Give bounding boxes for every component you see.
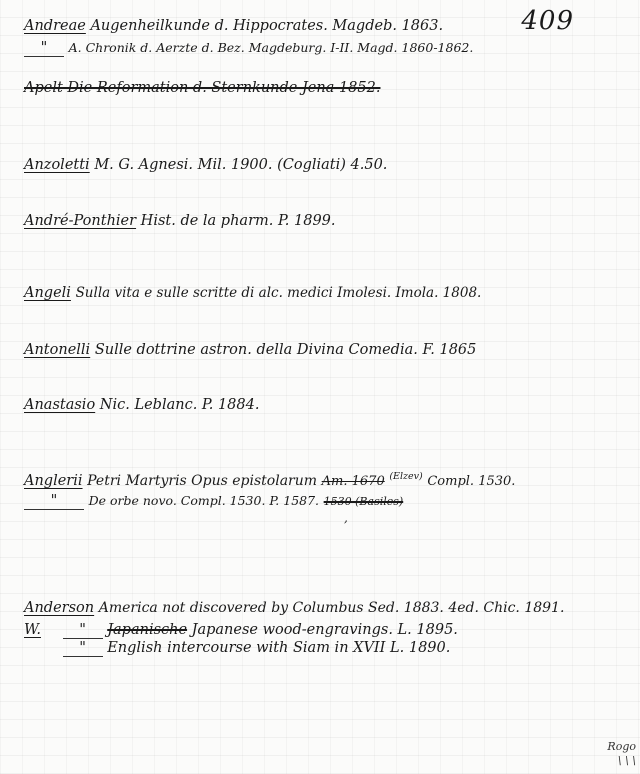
entry-head: Anzoletti — [24, 157, 90, 173]
entry-text: America not discovered by Columbus Sed. 1883. 4ed. Chic. 1891. — [98, 600, 565, 616]
entry-prefix: W. — [24, 622, 41, 638]
entry-andreae — [24, 18, 443, 34]
entry-head: Anastasio — [24, 397, 96, 413]
entry-head: Anderson — [24, 600, 95, 616]
entry-text: A. Chronik d. Aerzte d. Bez. Magdeburg. I-II. Magd. 1860-1862. — [68, 40, 474, 55]
margin-note: Rogo \ \ \ — [607, 740, 636, 767]
ditto-mark: " — [63, 622, 103, 639]
entry-anzoletti — [24, 157, 387, 173]
entry-text: Japanese wood-engravings. L. 1895. — [191, 622, 458, 638]
entry-text: De orbe novo. Compl. 1530. P. 1587. — [88, 493, 320, 508]
stray-mark: , — [344, 511, 348, 525]
entry-anderson-ditto — [24, 640, 450, 657]
entry-text: English intercourse with Siam in XVII L. 1890. — [107, 640, 451, 656]
entry-text: Hist. de la pharm. P. 1899. — [140, 213, 336, 229]
entry-angeli — [24, 285, 481, 301]
entry-head: Anglerii — [24, 472, 83, 489]
entry-anderson — [24, 600, 564, 616]
annotation-note: (Elzev) — [389, 471, 423, 482]
entry-anglerii-ditto — [24, 493, 403, 510]
entry-head: Andreae — [24, 18, 86, 34]
entry-text: Augenheilkunde d. Hippocrates. Magdeb. 1863. — [90, 18, 444, 34]
entry-text: M. G. Agnesi. Mil. 1900. (Cogliati) 4.50. — [94, 157, 388, 173]
entry-andreae-ditto — [24, 40, 473, 57]
entry-anderson-w — [24, 622, 458, 639]
ditto-mark: " — [24, 493, 84, 510]
entry-head: André-Ponthier — [24, 213, 137, 229]
entry-anastasio — [24, 397, 259, 413]
struck-entry: Apelt Die Reformation d. Sternkunde Jena 1852. — [24, 80, 381, 96]
entry-anglerii — [24, 471, 515, 489]
entry-text: Sulle dottrine astron. della Divina Comedia. F. 1865 — [94, 342, 477, 358]
entry-head: Antonelli — [24, 342, 91, 358]
entry-apelt-struck — [24, 80, 380, 96]
entry-head: Angeli — [24, 285, 71, 301]
entry-text: Petri Martyris Opus epistolarum — [87, 472, 318, 489]
entry-andre-ponthier — [24, 213, 336, 229]
entry-antonelli — [24, 342, 476, 358]
ditto-mark: " — [24, 40, 64, 57]
entry-text: Nic. Leblanc. P. 1884. — [99, 397, 260, 413]
ditto-mark: " — [63, 640, 103, 657]
struck-text: 1530 (Basiles) — [323, 495, 404, 508]
entry-text-end: Compl. 1530. — [427, 473, 516, 489]
entry-text: Sulla vita e sulle scritte di alc. medici Imolesi. Imola. 1808. — [75, 285, 482, 301]
struck-text: Am. 1670 — [321, 473, 385, 489]
struck-text: Japanische — [107, 622, 188, 638]
page-number: 409 — [521, 6, 574, 36]
